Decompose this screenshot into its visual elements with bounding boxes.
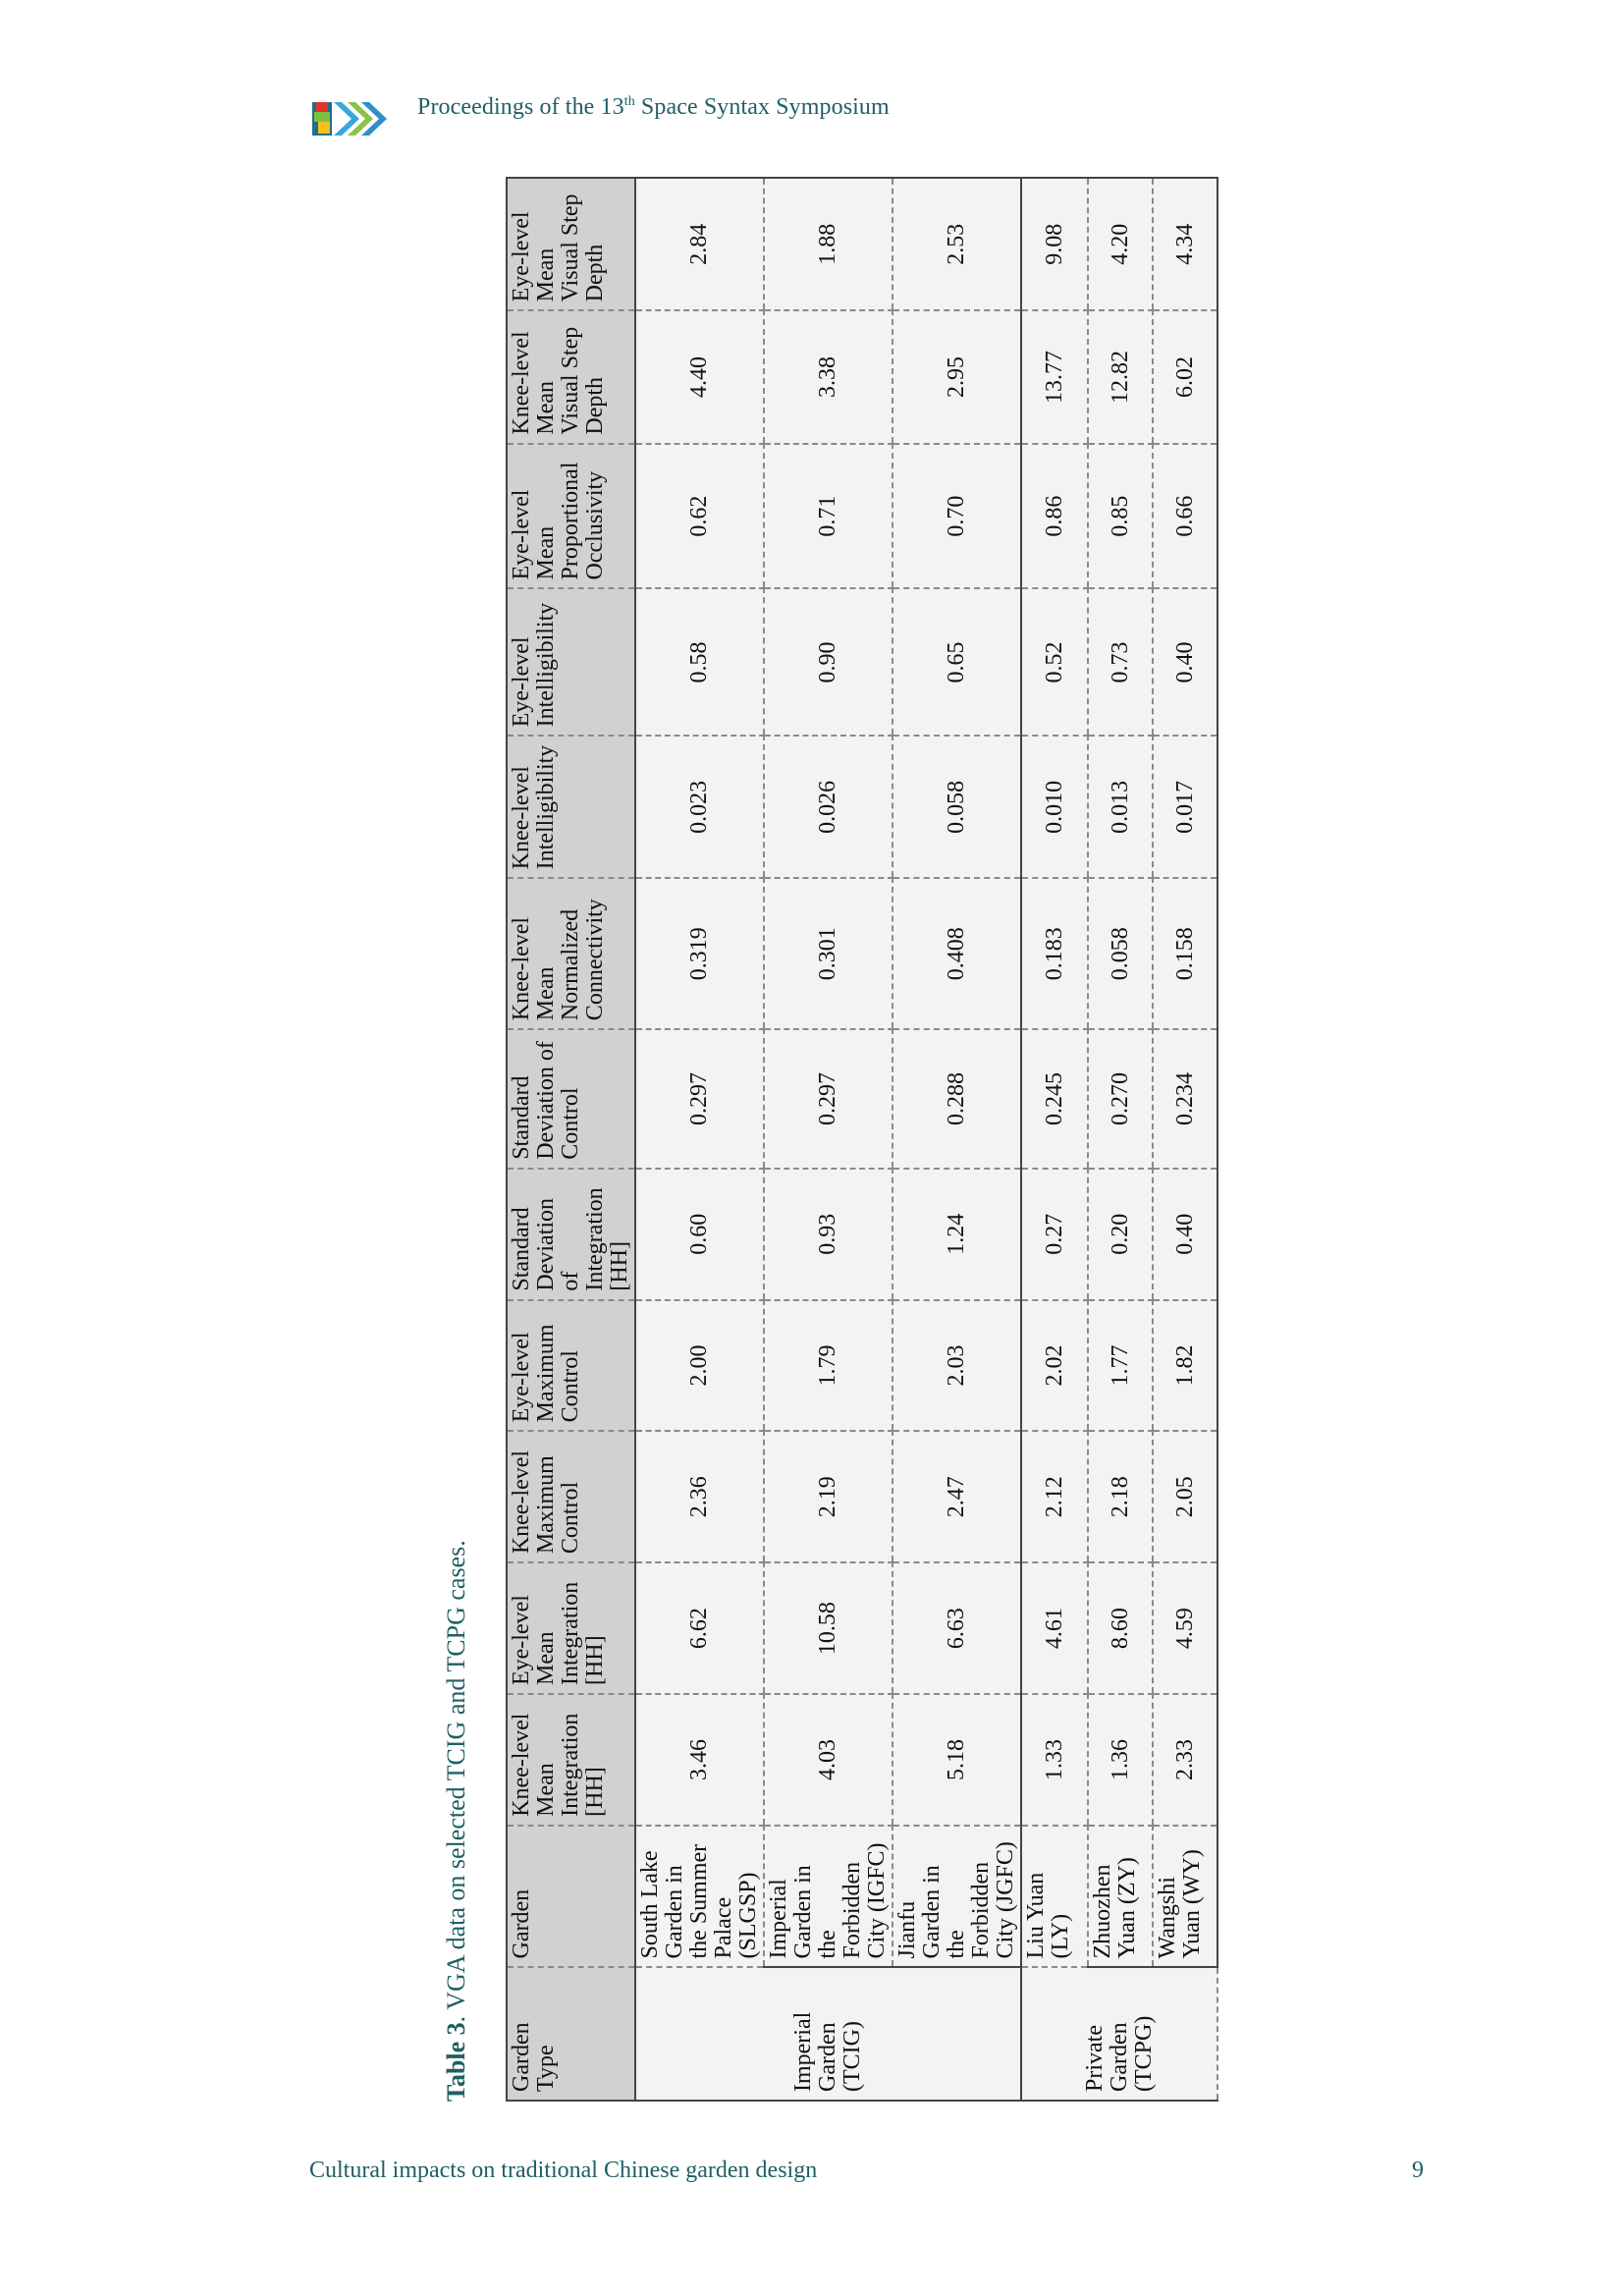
column-header: Garden [507, 1826, 635, 1968]
proceedings-header: Proceedings of the 13th Space Syntax Symposium [417, 94, 890, 120]
column-header: Eye-level Maximum Control [507, 1300, 635, 1432]
vga-table [506, 177, 1218, 2102]
value-cell: 4.20 [1088, 178, 1153, 310]
value-cell: 4.03 [764, 1694, 893, 1826]
column-header: Standard Deviation of Integration [HH] [507, 1169, 635, 1300]
footer-paper-title: Cultural impacts on traditional Chinese garden design [309, 2158, 818, 2183]
value-cell: 0.234 [1153, 1029, 1217, 1169]
value-cell: 2.53 [893, 178, 1021, 310]
value-cell: 0.288 [893, 1029, 1021, 1169]
garden-name-cell: Zhuozhen Yuan (ZY) [1088, 1826, 1153, 1968]
column-header: Eye-level Mean Proportional Occlusivity [507, 444, 635, 589]
value-cell: 0.85 [1088, 444, 1153, 589]
column-header: Eye-level Mean Visual Step Depth [507, 178, 635, 310]
value-cell: 2.05 [1153, 1431, 1217, 1562]
value-cell: 0.183 [1021, 878, 1088, 1029]
value-cell: 0.017 [1153, 736, 1217, 878]
value-cell: 12.82 [1088, 310, 1153, 443]
value-cell: 0.408 [893, 878, 1021, 1029]
value-cell: 2.47 [893, 1431, 1021, 1562]
value-cell: 0.010 [1021, 736, 1088, 878]
value-cell: 3.38 [764, 310, 893, 443]
column-header: Eye-level Mean Integration [HH] [507, 1562, 635, 1694]
column-header: Knee-level Mean Visual Step Depth [507, 310, 635, 443]
table-row [1021, 178, 1088, 2101]
column-header: Knee-level Mean Normalized Connectivity [507, 878, 635, 1029]
garden-type-cell: Private Garden (TCPG) [1021, 1967, 1217, 2101]
value-cell: 0.301 [764, 878, 893, 1029]
table-row [1153, 178, 1217, 2101]
value-cell: 0.27 [1021, 1169, 1088, 1300]
value-cell: 1.77 [1088, 1300, 1153, 1432]
value-cell: 1.88 [764, 178, 893, 310]
rotated-table-block [442, 177, 1247, 2102]
value-cell: 4.59 [1153, 1562, 1217, 1694]
column-header: Knee-level Mean Integration [HH] [507, 1694, 635, 1826]
column-header: Knee-level Maximum Control [507, 1431, 635, 1562]
value-cell: 3.46 [635, 1694, 764, 1826]
garden-name-cell: South Lake Garden in the Summer Palace (SLGSP) [635, 1826, 764, 1968]
value-cell: 0.70 [893, 444, 1021, 589]
value-cell: 1.79 [764, 1300, 893, 1432]
value-cell: 1.33 [1021, 1694, 1088, 1826]
value-cell: 2.36 [635, 1431, 764, 1562]
column-header: Knee-level Intelligibility [507, 736, 635, 878]
value-cell: 2.12 [1021, 1431, 1088, 1562]
page-number: 9 [1412, 2158, 1424, 2183]
value-cell: 2.03 [893, 1300, 1021, 1432]
garden-name-cell: Liu Yuan (LY) [1021, 1826, 1088, 1968]
value-cell: 10.58 [764, 1562, 893, 1694]
value-cell: 8.60 [1088, 1562, 1153, 1694]
value-cell: 0.270 [1088, 1029, 1153, 1169]
value-cell: 4.34 [1153, 178, 1217, 310]
table-row [893, 178, 1021, 2101]
value-cell: 6.63 [893, 1562, 1021, 1694]
value-cell: 0.245 [1021, 1029, 1088, 1169]
value-cell: 2.84 [635, 178, 764, 310]
column-header: Eye-level Intelligibility [507, 588, 635, 736]
value-cell: 0.023 [635, 736, 764, 878]
value-cell: 0.62 [635, 444, 764, 589]
value-cell: 0.66 [1153, 444, 1217, 589]
value-cell: 0.058 [1088, 878, 1153, 1029]
value-cell: 9.08 [1021, 178, 1088, 310]
value-cell: 0.86 [1021, 444, 1088, 589]
value-cell: 0.93 [764, 1169, 893, 1300]
value-cell: 0.58 [635, 588, 764, 736]
value-cell: 6.62 [635, 1562, 764, 1694]
value-cell: 0.013 [1088, 736, 1153, 878]
value-cell: 2.19 [764, 1431, 893, 1562]
value-cell: 0.297 [635, 1029, 764, 1169]
value-cell: 13.77 [1021, 310, 1088, 443]
value-cell: 0.026 [764, 736, 893, 878]
symposium-logo [312, 98, 389, 137]
value-cell: 0.20 [1088, 1169, 1153, 1300]
value-cell: 6.02 [1153, 310, 1217, 443]
garden-type-cell: Imperial Garden (TCIG) [635, 1967, 1021, 2101]
value-cell: 2.33 [1153, 1694, 1217, 1826]
value-cell: 0.319 [635, 878, 764, 1029]
value-cell: 0.058 [893, 736, 1021, 878]
value-cell: 1.36 [1088, 1694, 1153, 1826]
value-cell: 0.73 [1088, 588, 1153, 736]
value-cell: 0.65 [893, 588, 1021, 736]
column-header: Garden Type [507, 1967, 635, 2101]
value-cell: 0.52 [1021, 588, 1088, 736]
value-cell: 1.82 [1153, 1300, 1217, 1432]
garden-name-cell: Wangshi Yuan (WY) [1153, 1826, 1217, 1968]
value-cell: 0.40 [1153, 588, 1217, 736]
value-cell: 0.158 [1153, 878, 1217, 1029]
table-caption: Table 3. VGA data on selected TCIG and TCPG cases. [442, 1540, 470, 2102]
garden-name-cell: Jianfu Garden in the Forbidden City (JGFC) [893, 1826, 1021, 1968]
column-header: Standard Deviation of Control [507, 1029, 635, 1169]
table-header-row [507, 178, 635, 2101]
value-cell: 0.60 [635, 1169, 764, 1300]
value-cell: 5.18 [893, 1694, 1021, 1826]
table-row [764, 178, 893, 2101]
value-cell: 0.71 [764, 444, 893, 589]
value-cell: 0.297 [764, 1029, 893, 1169]
garden-name-cell: Imperial Garden in the Forbidden City (IGFC) [764, 1826, 893, 1968]
table-row [635, 178, 764, 2101]
value-cell: 2.18 [1088, 1431, 1153, 1562]
value-cell: 1.24 [893, 1169, 1021, 1300]
value-cell: 2.95 [893, 310, 1021, 443]
table-row [1088, 178, 1153, 2101]
value-cell: 4.40 [635, 310, 764, 443]
value-cell: 0.90 [764, 588, 893, 736]
value-cell: 2.02 [1021, 1300, 1088, 1432]
value-cell: 0.40 [1153, 1169, 1217, 1300]
value-cell: 4.61 [1021, 1562, 1088, 1694]
value-cell: 2.00 [635, 1300, 764, 1432]
